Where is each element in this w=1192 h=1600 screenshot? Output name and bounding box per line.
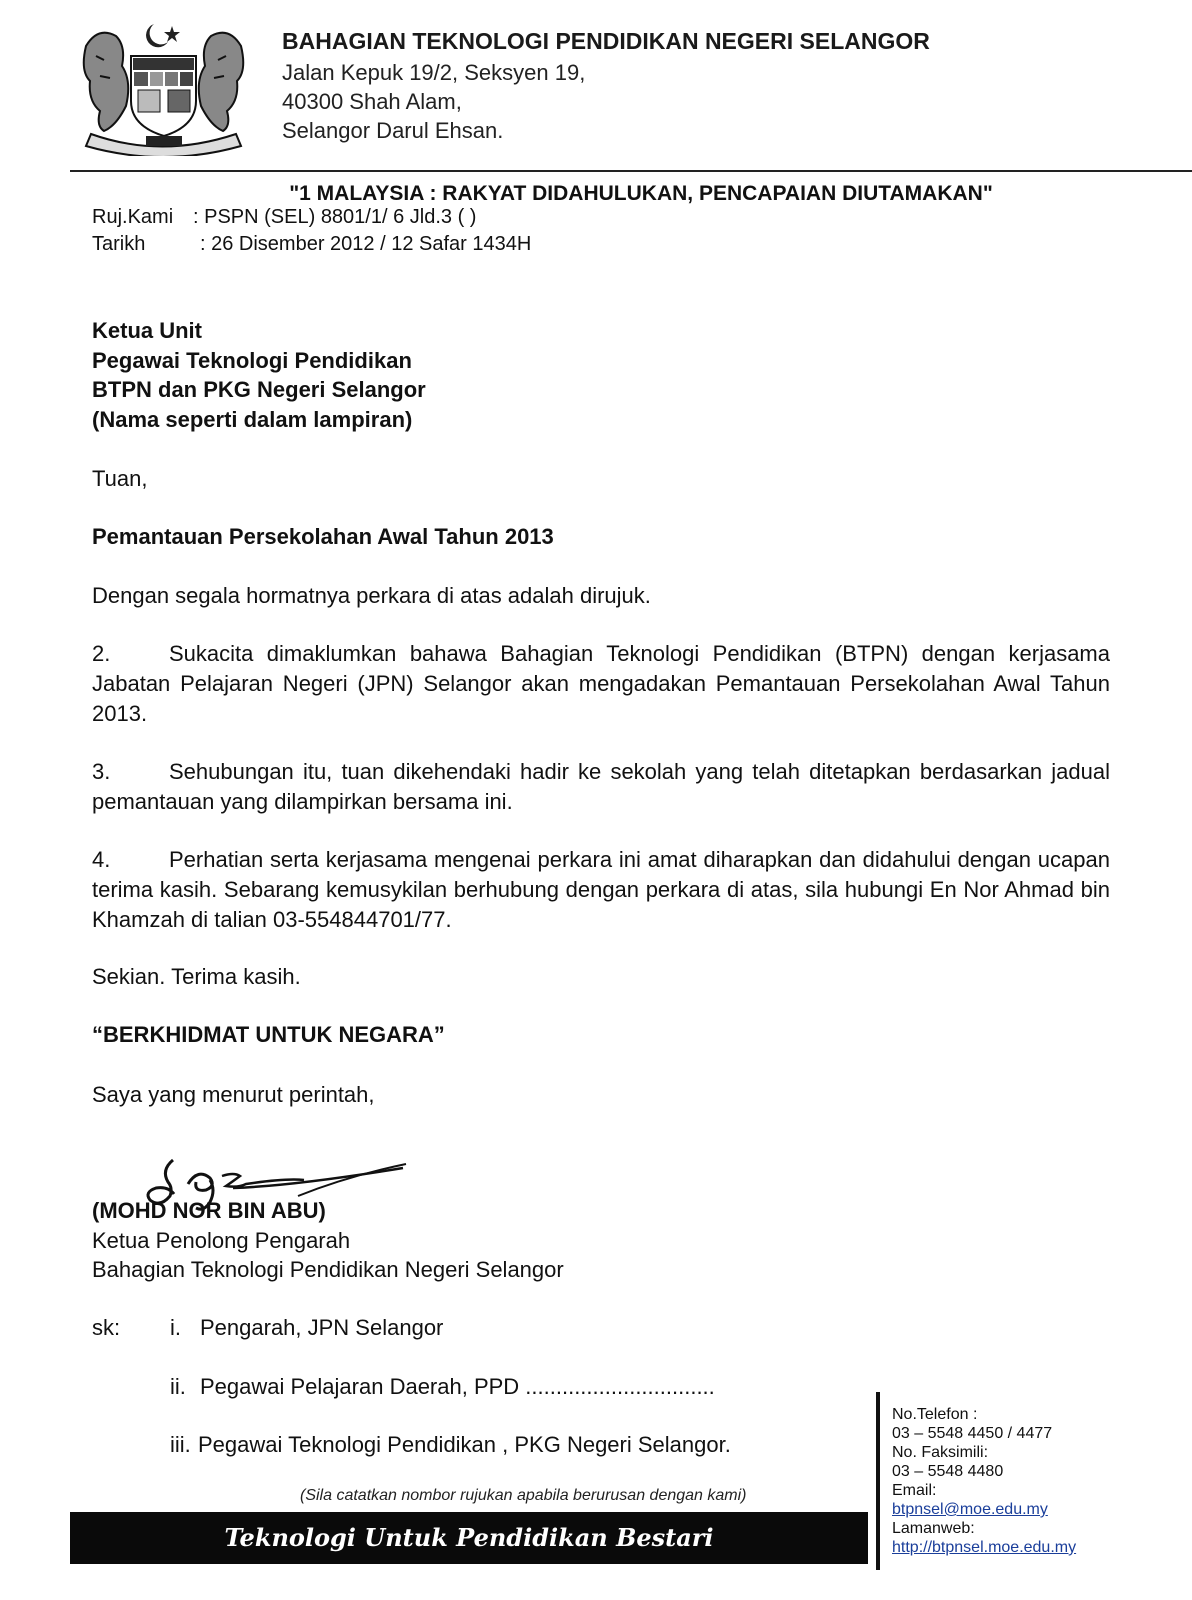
cc-item-number: i. (170, 1315, 181, 1340)
reference-number: : PSPN (SEL) 8801/1/ 6 Jld.3 ( ) (193, 206, 477, 228)
cc-label: sk: (92, 1315, 121, 1340)
website-link[interactable]: http://btpnsel.moe.edu.my (892, 1539, 1077, 1556)
date-label: Tarikh (92, 233, 146, 255)
address-line: Selangor Darul Ehsan. (282, 118, 504, 143)
header-divider (70, 170, 1192, 172)
cc-item-text: Pegawai Pelajaran Daerah, PPD ............................... (200, 1374, 715, 1399)
recipient-line: Ketua Unit (92, 318, 202, 343)
cc-item-number: ii. (170, 1374, 186, 1399)
recipient-line: (Nama seperti dalam lampiran) (92, 407, 413, 432)
contact-divider (876, 1392, 880, 1570)
telephone-label: No.Telefon : (892, 1406, 978, 1423)
motto: "1 MALAYSIA : RAKYAT DIDAHULUKAN, PENCAPAIAN DIUTAMAKAN" (289, 182, 993, 205)
signatory-title: Ketua Penolong Pengarah (92, 1228, 351, 1253)
signatory-name: (MOHD NOR BIN ABU) (92, 1198, 326, 1223)
cc-item (170, 1315, 443, 1341)
recipient-line: Pegawai Teknologi Pendidikan (92, 348, 412, 373)
email-label: Email: (892, 1482, 937, 1499)
subject-heading: Pemantauan Persekolahan Awal Tahun 2013 (92, 524, 554, 549)
contact-block (892, 1405, 1076, 1557)
telephone-value: 03 – 5548 4450 / 4477 (892, 1425, 1053, 1442)
paragraph-2 (92, 639, 1110, 729)
recipient-line: BTPN dan PKG Negeri Selangor (92, 377, 426, 402)
footer-note: (Sila catatkan nombor rujukan apabila berurusan dengan kami) (300, 1487, 747, 1504)
signatory-department: Bahagian Teknologi Pendidikan Negeri Selangor (92, 1257, 564, 1282)
salutation: Tuan, (92, 466, 148, 491)
cc-item-text: Pengarah, JPN Selangor (200, 1315, 444, 1340)
organization-name: BAHAGIAN TEKNOLOGI PENDIDIKAN NEGERI SELANGOR (282, 28, 930, 54)
sign-off: Saya yang menurut perintah, (92, 1082, 375, 1107)
intro-paragraph: Dengan segala hormatnya perkara di atas adalah dirujuk. (92, 583, 651, 608)
fax-label: No. Faksimili: (892, 1444, 989, 1461)
cc-item-text: Pegawai Teknologi Pendidikan , PKG Negeri Selangor. (198, 1432, 731, 1457)
cc-item-number: iii. (170, 1432, 191, 1457)
cc-item (170, 1432, 731, 1458)
address-line: 40300 Shah Alam, (282, 89, 462, 114)
paragraph-text: Sehubungan itu, tuan dikehendaki hadir ke sekolah yang telah ditetapkan berdasarkan jadual pemantauan yang dilampirkan bersama ini. (92, 759, 1110, 814)
slogan: “BERKHIDMAT UNTUK NEGARA” (92, 1022, 445, 1047)
footer-tagline: Teknologi Untuk Pendidikan Bestari (224, 1523, 714, 1552)
paragraph-number: 2. (92, 641, 111, 666)
paragraph-text: Perhatian serta kerjasama mengenai perkara ini amat diharapkan dan didahului dengan ucapan terima kasih. Sebarang kemusykilan berhubung dengan perkara di atas, sila hubungi En Nor Ahmad bin Khamzah di talian 03-554844701/77. (92, 847, 1110, 932)
fax-value: 03 – 5548 4480 (892, 1463, 1004, 1480)
closing: Sekian. Terima kasih. (92, 964, 301, 989)
reference-label: Ruj.Kami (92, 206, 174, 228)
date-value: : 26 Disember 2012 / 12 Safar 1434H (200, 233, 532, 255)
paragraph-3 (92, 757, 1110, 817)
cc-item (170, 1374, 715, 1400)
address-line: Jalan Kepuk 19/2, Seksyen 19, (282, 60, 586, 85)
website-label: Lamanweb: (892, 1520, 975, 1537)
footer-banner (70, 1512, 868, 1564)
paragraph-number: 4. (92, 847, 111, 872)
email-link[interactable]: btpnsel@moe.edu.my (892, 1501, 1048, 1518)
coat-of-arms-logo (76, 16, 251, 156)
paragraph-text: Sukacita dimaklumkan bahawa Bahagian Teknologi Pendidikan (BTPN) dengan kerjasama Jabatan Pelajaran Negeri (JPN) Selangor akan mengadakan Pemantauan Persekolahan Awal Tahun 2013. (92, 641, 1110, 726)
paragraph-4 (92, 845, 1110, 935)
paragraph-number: 3. (92, 759, 111, 784)
